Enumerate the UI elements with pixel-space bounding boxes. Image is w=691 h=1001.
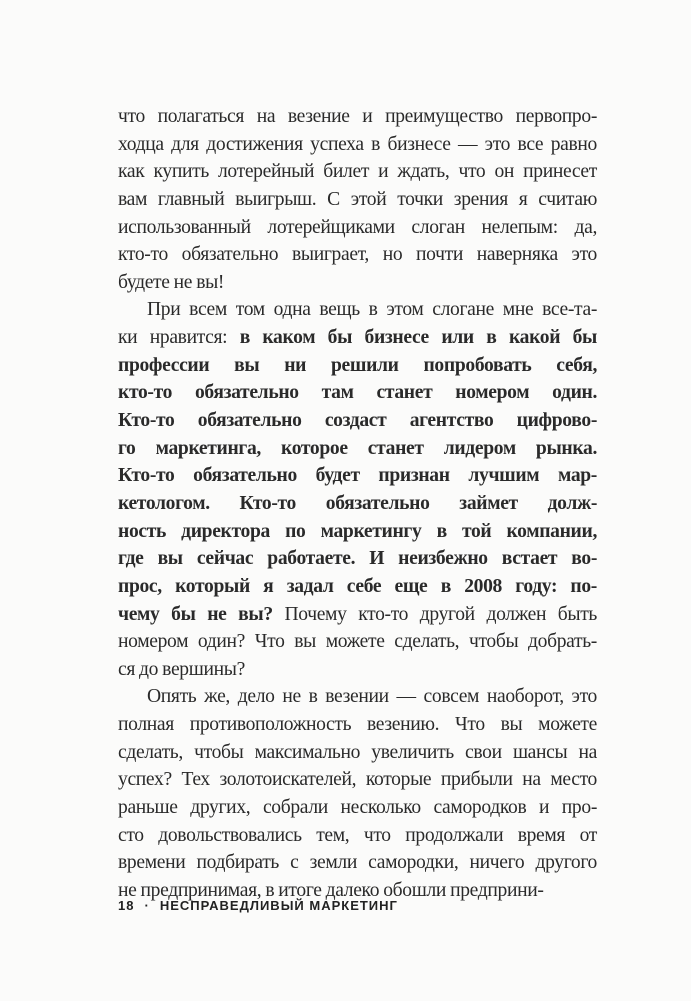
text-line [118,186,597,214]
text-run: кто-то обязательно выиграет, но почти наверняка это [118,244,597,266]
bold-text: где вы сейчас работаете. И неизбежно встает во- [118,548,597,570]
text-line [118,601,597,629]
text-line [118,435,597,463]
text-line [118,269,597,297]
text-line [118,379,597,407]
text-run: сделать, чтобы максимально увеличить свои шансы на [118,741,597,763]
text-line [118,296,597,324]
text-run: номером один? Что вы можете сделать, чтобы добрать- [118,631,597,653]
text-line [118,766,597,794]
text-run: как купить лотерейный билет и ждать, что он принесет [118,161,597,183]
text-run: ки нравится: [118,327,240,349]
text-line [118,407,597,435]
text-run: успех? Тех золотоискателей, которые прибыли на место [118,769,597,791]
text-run: полная противоположность везению. Что вы можете [118,714,597,736]
text-line [118,490,597,518]
bold-text: профессии вы ни решили попробовать себя, [118,354,597,376]
text-line [118,214,597,242]
bold-text: ность директора по маркетингу в той компании, [118,520,597,542]
text-line [118,711,597,739]
text-run: использованный лотерейщиками слоган нелепым: да, [118,216,597,238]
text-run: Опять же, дело не в везении — совсем наоборот, это [147,686,597,708]
text-run: ходца для достижения успеха в бизнесе — это все равно [118,133,597,155]
text-line [118,131,597,159]
text-line [118,656,597,684]
text-run: раньше других, собрали несколько самородков и про- [118,797,597,819]
text-line [118,462,597,490]
text-line [118,628,597,656]
bold-text: кто-то обязательно там станет номером один. [118,382,597,404]
page-body-text [118,103,597,905]
text-line [118,739,597,767]
text-run: не предпринимая, в итоге далеко обошли предприни- [118,879,544,901]
paragraph [118,103,597,296]
text-run: Почему кто-то другой должен быть [272,603,597,625]
text-run: ся до вершины? [118,658,245,680]
text-line [118,822,597,850]
bold-text: чему бы не вы? [118,603,273,625]
text-line [118,545,597,573]
bold-text: прос, который я задал себе еще в 2008 году: по- [118,575,597,597]
bold-text: Кто-то обязательно создаст агентство цифрово- [118,410,597,432]
text-line [118,241,597,269]
text-run: вам главный выигрыш. С этой точки зрения я считаю [118,188,597,210]
paragraph [118,683,597,904]
text-run: будете не вы! [118,271,225,293]
text-run: времени подбирать с земли самородки, ничего другого [118,852,597,874]
bold-text: го маркетинга, которое станет лидером рынка. [118,437,597,459]
text-line [118,794,597,822]
text-line [118,849,597,877]
text-run: что полагаться на везение и преимущество первопро- [118,106,597,127]
text-line [118,683,597,711]
running-title: НЕСПРАВЕДЛИВЫЙ МАРКЕТИНГ [159,898,398,913]
bold-text: Кто-то обязательно будет признан лучшим мар- [118,465,597,487]
text-line [118,352,597,380]
text-line [118,573,597,601]
bold-text: в каком бы бизнесе или в какой бы [239,327,597,349]
footer-separator: · [144,898,150,913]
paragraph [118,296,597,683]
bold-text: кетологом. Кто-то обязательно займет долж- [118,492,597,514]
text-line [118,103,597,131]
page-number: 18 [118,898,135,913]
text-line [118,324,597,352]
text-line [118,518,597,546]
text-run: сто довольствовались тем, что продолжали время от [118,824,597,846]
text-line [118,158,597,186]
page-footer [118,898,398,913]
text-run: При всем том одна вещь в этом слогане мне все-та- [147,299,597,321]
